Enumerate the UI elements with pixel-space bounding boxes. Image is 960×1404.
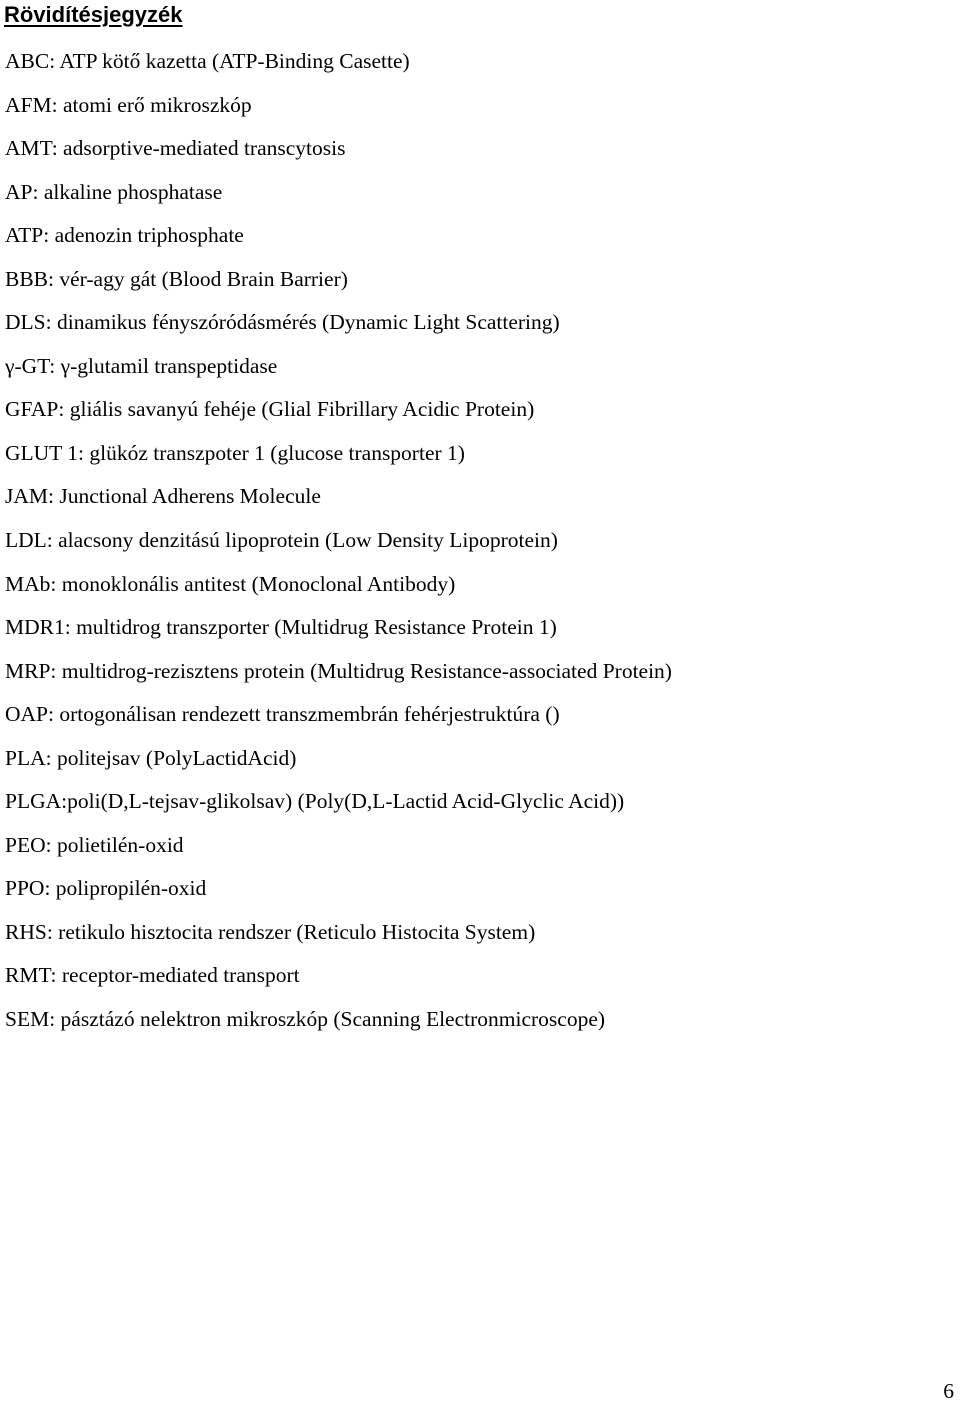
list-item: ATP: adenozin triphosphate xyxy=(5,223,244,248)
list-item: DLS: dinamikus fényszóródásmérés (Dynamic Light Scattering) xyxy=(5,310,560,335)
list-item: PLA: politejsav (PolyLactidAcid) xyxy=(5,745,297,770)
list-item: GLUT 1: glükóz transzpoter 1 (glucose transporter 1) xyxy=(5,440,465,465)
list-item: BBB: vér-agy gát (Blood Brain Barrier) xyxy=(5,266,348,291)
list-item: MAb: monoklonális antitest (Monoclonal Antibody) xyxy=(5,571,456,596)
list-item: SEM: pásztázó nelektron mikroszkóp (Scanning Electronmicroscope) xyxy=(5,1007,606,1032)
list-item: AMT: adsorptive-mediated transcytosis xyxy=(5,136,346,161)
list-item: AP: alkaline phosphatase xyxy=(5,179,223,204)
page-number: 6 xyxy=(943,1379,954,1403)
list-item: JAM: Junctional Adherens Molecule xyxy=(5,484,321,509)
list-item: PPO: polipropilén-oxid xyxy=(5,876,207,901)
list-item: RMT: receptor-mediated transport xyxy=(5,963,300,988)
page-title: Rövidítésjegyzék xyxy=(4,2,183,27)
list-item: AFM: atomi erő mikroszkóp xyxy=(5,92,252,117)
list-item: OAP: ortogonálisan rendezett transzmembrán fehérjestruktúra () xyxy=(5,702,560,727)
list-item: ABC: ATP kötő kazetta (ATP-Binding Casette) xyxy=(5,49,410,73)
list-item: PEO: polietilén-oxid xyxy=(5,832,184,857)
list-item: GFAP: gliális savanyú fehéje (Glial Fibrillary Acidic Protein) xyxy=(5,397,535,422)
list-item: MRP: multidrog-rezisztens protein (Multidrug Resistance-associated Protein) xyxy=(5,658,672,683)
list-item: RHS: retikulo hisztocita rendszer (Reticulo Histocita System) xyxy=(5,919,536,944)
list-item: γ-GT: γ-glutamil transpeptidase xyxy=(5,353,278,378)
abbreviation-list xyxy=(5,44,672,1046)
list-item: PLGA:poli(D,L-tejsav-glikolsav) (Poly(D,L-Lactid Acid-Glyclic Acid)) xyxy=(5,789,625,814)
list-item: LDL: alacsony denzitású lipoprotein (Low Density Lipoprotein) xyxy=(5,528,558,553)
list-item: MDR1: multidrog transzporter (Multidrug Resistance Protein 1) xyxy=(5,615,557,640)
